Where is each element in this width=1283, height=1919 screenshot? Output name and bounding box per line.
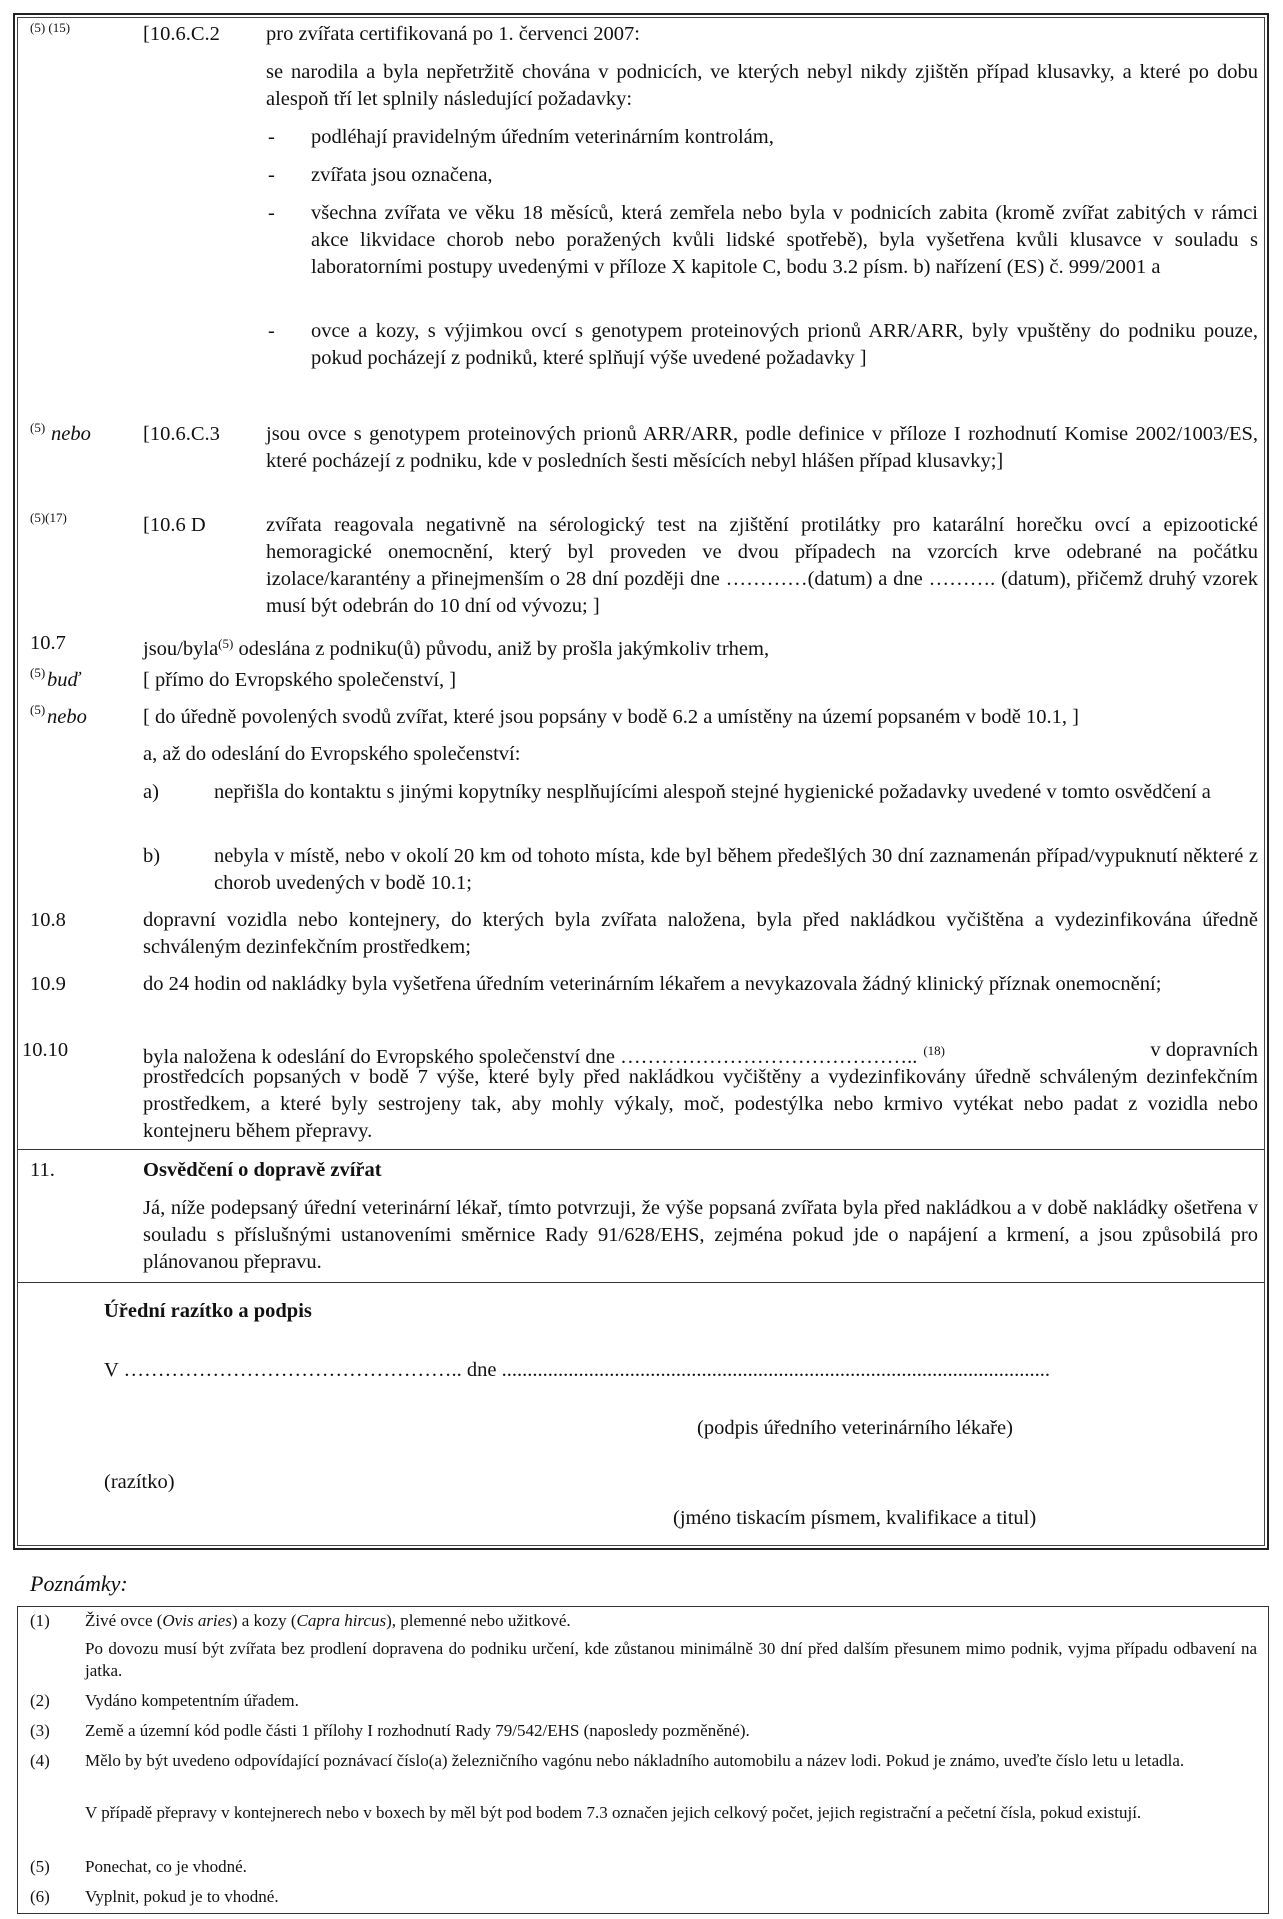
ref-10-6-c3: (5): [30, 420, 46, 435]
bullet-1: podléhají pravidelným úředním veterinárním kontrolám,: [311, 126, 774, 148]
label-b: b): [143, 845, 161, 867]
note-ref-2: (2): [30, 1691, 50, 1710]
signature-label: (podpis úředního veterinárního lékaře): [697, 1417, 1013, 1439]
option-bud: [ přímo do Evropského společenství, ]: [143, 669, 457, 691]
label-nebo-2: nebo: [47, 706, 87, 728]
dash: -: [268, 126, 275, 148]
notes-heading: Poznámky:: [30, 1571, 128, 1596]
code-10-6-c2: [10.6.C.2: [143, 23, 220, 45]
text-10-10-rest: prostředcích popsaných v bodě 7 výše, které byly před nakládkou vyčištěny a vydezinfikovány úředně schváleným dezinfekčním prostředkem, a které byly sestrojeny tak, aby mohly výkaly, moč, podestýlka nebo krmivo vytékat nebo padat z vozidla nebo kontejneru během přepravy.: [143, 1066, 1258, 1142]
note-4: Mělo by být uvedeno odpovídající poznávací číslo(a) železničního vagónu nebo nákladního automobilu a název lodi. Pokud je známo, uveďte číslo letu u letadla.: [85, 1751, 1185, 1770]
ref-10-6-d: (5)(17): [30, 510, 67, 525]
note-3: Země a územní kód podle části 1 přílohy I rozhodnutí Rady 79/542/EHS (naposledy pozměněné).: [85, 1721, 750, 1740]
bullet-2: zvířata jsou označena,: [311, 164, 493, 186]
text-a: nepřišla do kontaktu s jinými kopytníky nesplňujícími alespoň stejné hygienické požadavky uvedené v tomto osvědčení a: [214, 781, 1211, 803]
ref-nebo-2: (5): [30, 702, 46, 717]
ref-10-6-c2: (5) (15): [30, 20, 71, 35]
num-11: 11.: [30, 1159, 55, 1181]
place-date-line: V ………………………………………….. dne ...........................................................................................................: [104, 1359, 1051, 1381]
stamp-signature-title: Úřední razítko a podpis: [104, 1300, 312, 1322]
text-10-7-cont: a, až do odeslání do Evropského společenství:: [143, 743, 521, 765]
option-nebo: [ do úředně povolených svodů zvířat, které jsou popsány v bodě 6.2 a umístěny na území popsaném v bodě 10.1, ]: [143, 706, 1079, 728]
label-bud: buď: [47, 669, 80, 691]
code-10-6-d: [10.6 D: [143, 514, 206, 536]
text-10-9: do 24 hodin od nakládky byla vyšetřena úředním veterinárním lékařem a nevykazovala žádný klinický příznak onemocnění;: [143, 973, 1162, 995]
intro-10-6-c2: se narodila a byla nepřetržitě chována v podnicích, ve kterých nebyl nikdy zjištěn případ klusavky, a které po dobu alespoň tří let splnily následující požadavky:: [266, 61, 1258, 110]
num-10-7: 10.7: [30, 632, 66, 654]
divider: [18, 1149, 1264, 1150]
note-ref-6: (6): [30, 1887, 50, 1906]
note-ref-3: (3): [30, 1721, 50, 1740]
bullet-4: ovce a kozy, s výjimkou ovcí s genotypem proteinových prionů ARR/ARR, byly vpuštěny do podniku pouze, pokud pocházejí z podniků, které splňují výše uvedené požadavky ]: [311, 320, 1258, 369]
num-10-10: 10.10: [22, 1039, 69, 1061]
note-ref-4: (4): [30, 1751, 50, 1770]
note-4b: V případě přepravy v kontejnerech nebo v boxech by měl být pod bodem 7.3 označen jejich celkový počet, jejich registrační a pečetní čísla, pokud existují.: [85, 1803, 1142, 1822]
note-2: Vydáno kompetentním úřadem.: [85, 1691, 299, 1710]
note-ref-1: (1): [30, 1611, 50, 1630]
text-10-7: jsou/byla$^{(5)}$ odeslána z podniku(ů) původu, aniž by prošla jakýmkoliv trhem,: [143, 636, 770, 660]
note-1b: Po dovozu musí být zvířata bez prodlení dopravena do podniku určení, kde zůstanou minimálně 30 dní před dalším přesunem mimo podnik, vyjma případu odbavení na jatka.: [85, 1639, 1257, 1680]
note-5: Ponechat, co je vhodné.: [85, 1857, 247, 1876]
num-10-9: 10.9: [30, 973, 66, 995]
num-10-8: 10.8: [30, 909, 66, 931]
label-nebo: nebo: [51, 423, 91, 445]
text-10-10-line1: byla naložena k odeslání do Evropského společenství dne …………………………………….. $^{(18)}$ v dopravních: [143, 1039, 1258, 1068]
title-11: Osvědčení o dopravě zvířat: [143, 1159, 382, 1181]
dash: -: [268, 164, 275, 186]
title-10-6-c2: pro zvířata certifikovaná po 1. červenci 2007:: [266, 23, 640, 45]
code-10-6-c3: [10.6.C.3: [143, 423, 220, 445]
note-1: Živé ovce (Ovis aries) a kozy (Capra hircus), plemenné nebo užitkové.: [85, 1611, 571, 1630]
dash: -: [268, 202, 275, 224]
text-10-6-d: zvířata reagovala negativně na sérologický test na zjištění protilátky pro katarální horečku ovcí a epizootické hemoragické onemocnění, který byl proveden ve dvou případech na vzorcích krve odebrané na počátku izolace/karantény a přinejmenším o 28 dní později dne …………(datum) a dne ………. (datum), přičemž druhý vzorek musí být odebrán do 10 dní od vývozu; ]: [266, 514, 1258, 617]
note-6: Vyplnit, pokud je to vhodné.: [85, 1887, 279, 1906]
text-b: nebyla v místě, nebo v okolí 20 km od tohoto místa, kde byl během předešlých 30 dní zaznamenán případ/vypuknutí některé z chorob uvedených v bodě 10.1;: [214, 845, 1258, 894]
dash: -: [268, 320, 275, 342]
note-ref-5: (5): [30, 1857, 50, 1876]
text-11: Já, níže podepsaný úřední veterinární lékař, tímto potvrzuji, že výše popsaná zvířata byla před nakládkou a v době nakládky ošetřena v souladu s příslušnými ustanoveními směrnice Rady 91/628/EHS, zejména pokud jde o napájení a krmení, a jsou způsobilá pro plánovanou přepravu.: [143, 1197, 1258, 1273]
name-label: (jméno tiskacím písmem, kvalifikace a titul): [673, 1507, 1037, 1529]
text-10-8: dopravní vozidla nebo kontejnery, do kterých byla zvířata naložena, byla před nakládkou vyčištěna a vydezinfikována úředně schváleným dezinfekčním prostředkem;: [143, 909, 1258, 958]
ref-bud: (5): [30, 665, 46, 680]
divider: [18, 1282, 1264, 1283]
text-10-6-c3: jsou ovce s genotypem proteinových prionů ARR/ARR, podle definice v příloze I rozhodnutí Komise 2002/1003/ES, které pocházejí z podniku, kde v posledních šesti měsících nebyl hlášen případ klusavky;]: [266, 423, 1258, 472]
label-a: a): [143, 781, 159, 803]
bullet-3: všechna zvířata ve věku 18 měsíců, která zemřela nebo byla v podnicích zabita (kromě zvířat zabitých v rámci akce likvidace chorob nebo poražených kvůli lidské spotřebě), byla vyšetřena kvůli klusavce v souladu s laboratorními postupy uvedenými v příloze X kapitole C, bodu 3.2 písm. b) nařízení (ES) č. 999/2001 a: [311, 202, 1258, 278]
stamp-label: (razítko): [104, 1471, 175, 1493]
